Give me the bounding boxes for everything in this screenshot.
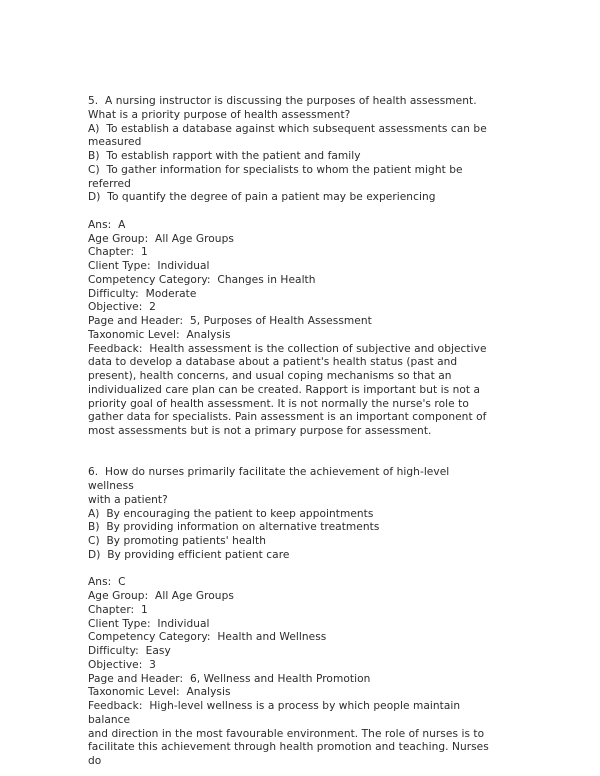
feedback-line: gather data for specialists. Pain assessment is an important component of bbox=[88, 411, 487, 424]
metadata-difficulty: Difficulty: Easy bbox=[88, 645, 171, 657]
question-option-c: C) By promoting patients' health bbox=[88, 535, 266, 547]
metadata-age-group: Age Group: All Age Groups bbox=[88, 232, 234, 245]
question-stem-line: 6. How do nurses primarily facilitate the achievement of high-level wellness bbox=[88, 466, 453, 492]
metadata-objective: Objective: 2 bbox=[88, 301, 156, 314]
metadata-chapter: Chapter: 1 bbox=[88, 603, 148, 616]
question-block-6 bbox=[88, 466, 498, 769]
feedback-line: Feedback: Health assessment is the collection of subjective and objective bbox=[88, 342, 487, 355]
metadata-age-group: Age Group: All Age Groups bbox=[88, 590, 234, 602]
metadata-chapter: Chapter: 1 bbox=[88, 246, 148, 259]
document-text-body bbox=[88, 95, 498, 769]
metadata-objective: Objective: 3 bbox=[88, 658, 156, 671]
feedback-line: priority goal of health assessment. It is not normally the nurse's role to bbox=[88, 397, 469, 410]
question-option-c-cont: referred bbox=[88, 177, 131, 190]
metadata-page-and-header: Page and Header: 6, Wellness and Health Promotion bbox=[88, 672, 371, 685]
metadata-answer: Ans: C bbox=[88, 576, 126, 589]
feedback-line: individualized care plan can be created. Rapport is important but is not a bbox=[88, 383, 481, 396]
feedback-line: Feedback: High-level wellness is a process by which people maintain balance bbox=[88, 700, 464, 726]
question-option-b: B) By providing information on alternative treatments bbox=[88, 521, 380, 534]
feedback-line: most assessments but is not a primary purpose for assessment. bbox=[88, 425, 432, 437]
question-option-c: C) To gather information for specialists to whom the patient might be bbox=[88, 163, 463, 176]
metadata-client-type: Client Type: Individual bbox=[88, 260, 210, 272]
feedback-line: data to develop a database about a patient's health status (past and bbox=[88, 356, 458, 369]
question-option-d: D) To quantify the degree of pain a patient may be experiencing bbox=[88, 191, 436, 204]
question-option-a: A) To establish a database against which subsequent assessments can be bbox=[88, 122, 487, 135]
question-option-b: B) To establish rapport with the patient and family bbox=[88, 150, 361, 162]
feedback-line: facilitate this achievement through health promotion and teaching. Nurses do bbox=[88, 741, 493, 767]
feedback-line: present), health concerns, and usual coping mechanisms so that an bbox=[88, 370, 452, 382]
metadata-difficulty: Difficulty: Moderate bbox=[88, 287, 197, 300]
metadata-page-and-header: Page and Header: 5, Purposes of Health Assessment bbox=[88, 315, 372, 327]
question-option-a-cont: measured bbox=[88, 136, 142, 149]
question-option-a: A) By encouraging the patient to keep appointments bbox=[88, 507, 374, 520]
metadata-taxonomic-level: Taxonomic Level: Analysis bbox=[88, 328, 231, 341]
question-stem-line: with a patient? bbox=[88, 493, 168, 506]
question-stem-line: What is a priority purpose of health assessment? bbox=[88, 108, 351, 121]
metadata-competency-category: Competency Category: Changes in Health bbox=[88, 273, 316, 286]
feedback-line: and direction in the most favourable environment. The role of nurses is to bbox=[88, 727, 485, 740]
blank-line bbox=[88, 205, 498, 219]
question-stem-line: 5. A nursing instructor is discussing the purposes of health assessment. bbox=[88, 95, 477, 107]
metadata-answer: Ans: A bbox=[88, 218, 126, 231]
metadata-competency-category: Competency Category: Health and Wellness bbox=[88, 631, 327, 644]
question-separator bbox=[88, 439, 498, 467]
metadata-taxonomic-level: Taxonomic Level: Analysis bbox=[88, 686, 231, 699]
question-block-5 bbox=[88, 95, 498, 439]
question-option-d: D) By providing efficient patient care bbox=[88, 548, 290, 561]
metadata-client-type: Client Type: Individual bbox=[88, 617, 210, 630]
blank-line bbox=[88, 563, 498, 577]
